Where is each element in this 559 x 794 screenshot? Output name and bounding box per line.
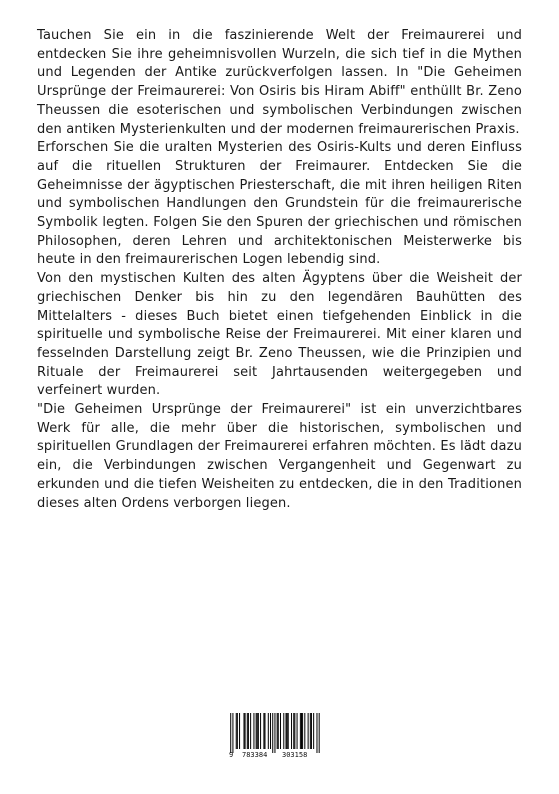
barcode-bar [268, 713, 269, 749]
barcode-bar [300, 713, 301, 749]
barcode-bar [257, 713, 258, 749]
barcode-bar [263, 713, 264, 749]
barcode-bar [245, 713, 246, 749]
barcode-bar [311, 713, 312, 749]
barcode-bar [237, 713, 238, 749]
barcode-bar [253, 713, 254, 749]
barcode-group-right: 303158 [282, 751, 308, 759]
barcode-bar [239, 713, 240, 749]
barcode-group-left: 783384 [242, 751, 268, 759]
barcode-bar [243, 713, 244, 749]
barcode-bar [319, 713, 320, 753]
barcode-bar [248, 713, 249, 749]
barcode-bar [288, 713, 289, 749]
barcode-bar [256, 713, 257, 749]
barcode-prefix: 9 [229, 751, 234, 759]
barcode-bar [293, 713, 294, 749]
barcode-bar [274, 713, 275, 753]
paragraph-3: Von den mystischen Kulten des alten Ägyptens über die Weisheit der griechischen Denker bis hin zu den legendären Bauhütten des Mittelalters - dieses Buch bietet einen tiefgehenden Einblick in die spirituelle und symbolische Reise der Freimaurerei. Mit einer klaren und fesselnden Darstellung zeigt Br. Zeno Theussen, wie die Prinzipien und Rituale der Freimaurerei seit Jahrtausenden weitergegeben und verfeinert wurden. [37, 271, 522, 399]
paragraph-1: Tauchen Sie ein in die faszinierende Welt der Freimaurerei und entdecken Sie ihre geheimnisvollen Wurzeln, die sich tief in die Mythen und Legenden der Antike zurückverfolgen lassen. In "Die Geheimen Ursprünge der Freimaurerei: Von Osiris bis Hiram Abiff" enthüllt Br. Zeno Theussen die esoterischen und symbolischen Verbindungen zwischen den antiken Mysterienkulten und der modernen freimaurerischen Praxis. [37, 28, 522, 137]
barcode-bar [310, 713, 311, 749]
barcode-bar [291, 713, 292, 749]
barcode-bar [258, 713, 259, 749]
barcode-bar [277, 713, 278, 749]
barcode-bars [228, 713, 322, 753]
barcode-bar [316, 713, 317, 753]
barcode-bar [232, 713, 233, 753]
barcode-bar [297, 713, 298, 749]
barcode-bar [287, 713, 288, 749]
barcode-bar [250, 713, 251, 749]
barcode-bar [236, 713, 237, 749]
barcode-bar [308, 713, 309, 749]
isbn-barcode [228, 713, 322, 765]
barcode-bar [264, 713, 265, 749]
paragraph-4: "Die Geheimen Ursprünge der Freimaurerei" ist ein unverzichtbares Werk für alle, die mehr über die historischen, symbolischen und spirituellen Grundlagen der Freimaurerei erfahren möchten. Es lädt dazu ein, die Verbindungen zwischen Vergangenheit und Gegenwart zu erkunden und die tiefen Weisheiten zu entdecken, die in den Traditionen dieses alten Ordens verborgen liegen. [37, 402, 522, 511]
barcode-bar [301, 713, 302, 749]
barcode-bar [260, 713, 261, 749]
barcode-bar [313, 713, 314, 749]
barcode-bar [230, 713, 231, 753]
barcode-bar [278, 713, 279, 749]
barcode-bar [247, 713, 248, 749]
barcode-bar [302, 713, 303, 749]
paragraph-2: Erforschen Sie die uralten Mysterien des Osiris-Kults und deren Einfluss auf die rituellen Strukturen der Freimaurer. Entdecken Sie die Geheimnisse der ägyptischen Priesterschaft, die mit ihren heiligen Riten und symbolischen Handlungen den Grundstein für die freimaurerische Symbolik legten. Folgen Sie den Spuren der griechischen und römischen Philosophen, deren Lehren und architektonischen Meisterwerke bis heute in den freimaurerischen Logen lebendig sind. [37, 140, 522, 268]
barcode-bar [270, 713, 271, 749]
barcode-bar [286, 713, 287, 749]
barcode-bar [272, 713, 273, 753]
back-cover-text [37, 27, 522, 513]
barcode-bar [294, 713, 295, 749]
barcode-bar [283, 713, 284, 749]
barcode-bar [304, 713, 305, 749]
barcode-bar [280, 713, 281, 749]
